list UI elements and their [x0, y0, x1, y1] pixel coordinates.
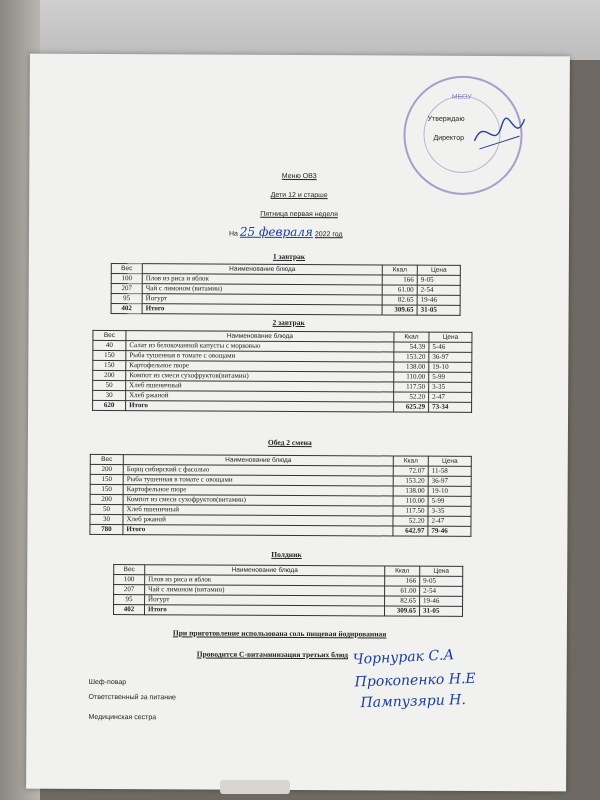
cell-weight: 200: [90, 464, 123, 474]
col-price: Цена: [420, 566, 463, 576]
vitamin-note: Проводится С-витаминизация третьих блюд: [196, 649, 349, 660]
cell-weight: 200: [90, 494, 123, 504]
cell-weight: 30: [93, 390, 126, 400]
total-price: 31-05: [417, 305, 460, 315]
menu-table-lunch: [89, 454, 471, 537]
cell-price: 36-97: [428, 476, 471, 486]
cell-price: 5-99: [429, 372, 472, 382]
cell-kcal: 153.20: [393, 476, 428, 486]
cell-name: Йогурт: [142, 294, 382, 305]
cell-weight: 150: [90, 474, 123, 484]
menu-table-breakfast-1: [111, 263, 461, 316]
cell-name: Чай с лимоном (витамин): [145, 585, 385, 596]
total-price: 73-34: [429, 402, 472, 412]
cell-kcal: 110.00: [393, 496, 428, 506]
col-kcal: Ккал: [385, 566, 420, 576]
cell-price: 2-47: [428, 516, 471, 526]
cell-price: 2-54: [420, 586, 463, 596]
cell-weight: 100: [114, 575, 145, 585]
cell-weight: 207: [111, 284, 142, 294]
date-handwritten: 25 февраля: [239, 224, 313, 240]
cell-weight: 150: [93, 350, 126, 360]
cell-weight: 95: [111, 294, 142, 304]
cell-weight: 100: [111, 274, 142, 284]
menu-table-breakfast-2: [92, 330, 472, 413]
date-prefix: На: [228, 230, 238, 238]
section-title-breakfast-2: 2 завтрак: [272, 317, 305, 328]
col-weight: Вес: [111, 264, 142, 274]
col-price: Цена: [429, 332, 472, 342]
cell-name: Хлеб пшеничный: [123, 505, 393, 516]
menu-table-snack: [113, 564, 463, 617]
cell-price: 3-35: [429, 382, 472, 392]
total-label: Итого: [142, 304, 382, 315]
col-kcal: Ккал: [393, 456, 428, 466]
signature-nurse: Пампузяри Н.: [360, 692, 467, 712]
cell-price: 19-10: [429, 362, 472, 372]
col-price: Цена: [428, 456, 471, 466]
total-kcal: 642.97: [393, 526, 428, 536]
cell-kcal: 82.65: [382, 295, 417, 305]
cell-weight: 50: [90, 504, 123, 514]
cell-name: Рыба тушенная в томате с овощами: [126, 351, 394, 362]
paper-clip-strip: [220, 780, 290, 794]
cell-name: Картофельное пюре: [123, 485, 393, 496]
day-label: Пятница первая неделя: [260, 210, 338, 219]
total-kcal: 625.29: [394, 402, 429, 412]
total-weight: 780: [90, 524, 123, 534]
col-weight: Вес: [114, 565, 145, 575]
section-title-breakfast-1: 1 завтрак: [272, 251, 306, 262]
cell-price: 5-46: [429, 342, 472, 352]
cell-name: Борщ сибирский с фасолью: [123, 465, 393, 476]
total-label: Итого: [126, 401, 394, 412]
cell-weight: 50: [93, 380, 126, 390]
cell-kcal: 138.00: [393, 486, 428, 496]
cell-name: Картофельное пюре: [126, 361, 394, 372]
cell-name: Йогурт: [145, 595, 385, 606]
role-chef: Шеф-повар: [88, 678, 127, 687]
cell-price: 11-58: [428, 466, 471, 476]
cell-price: 3-35: [428, 506, 471, 516]
col-name: Наименование блюда: [145, 565, 385, 576]
total-price: 31-05: [419, 606, 462, 616]
col-name: Наименование блюда: [123, 455, 393, 466]
date-suffix: 2022 год: [314, 231, 343, 239]
col-price: Цена: [417, 265, 460, 275]
total-kcal: 309.65: [384, 606, 419, 616]
col-name: Наименование блюда: [142, 264, 382, 275]
section-title-lunch: Обед 2 смена: [267, 437, 312, 448]
signature-nutrition: Прокопенко Н.Е: [354, 670, 476, 691]
cell-name: Чай с лимоном (витамин): [142, 284, 382, 295]
cell-price: 36-97: [429, 352, 472, 362]
cell-kcal: 52.20: [394, 392, 429, 402]
cell-price: 2-54: [417, 285, 460, 295]
total-label: Итого: [123, 525, 393, 536]
cell-weight: 95: [114, 595, 145, 605]
director-label: Директор: [433, 134, 465, 142]
cell-price: 9-05: [417, 275, 460, 285]
cell-name: Рыба тушенная в томате с овощами: [123, 475, 393, 486]
cell-kcal: 117.50: [393, 506, 428, 516]
cell-kcal: 72.07: [393, 466, 428, 476]
section-title-snack: Полдник: [271, 549, 302, 560]
role-nutrition: Ответственный за питание: [88, 693, 176, 702]
cell-kcal: 82.65: [385, 596, 420, 606]
total-price: 79-46: [428, 526, 471, 536]
col-name: Наименование блюда: [126, 331, 394, 342]
cell-kcal: 138.00: [394, 362, 429, 372]
cell-price: 5-99: [428, 496, 471, 506]
approve-label: Утверждаю: [427, 115, 465, 123]
director-signature: [469, 111, 529, 156]
col-weight: Вес: [93, 330, 126, 340]
cell-kcal: 117.50: [394, 382, 429, 392]
cell-kcal: 61.00: [385, 586, 420, 596]
cell-kcal: 110.00: [394, 372, 429, 382]
cell-kcal: 61.00: [382, 285, 417, 295]
menu-document-page: [26, 54, 570, 792]
signature-chef: Чорнурак С.А: [352, 647, 455, 668]
total-row: [111, 304, 460, 316]
cell-price: 2-47: [429, 392, 472, 402]
cell-kcal: 166: [385, 576, 420, 586]
cell-name: Хлеб ржаной: [123, 515, 393, 526]
cell-weight: 207: [114, 585, 145, 595]
cell-weight: 150: [90, 484, 123, 494]
col-weight: Вес: [90, 454, 123, 464]
cell-name: Хлеб пшеничный: [126, 381, 394, 392]
stamp-text: МБОУ: [451, 93, 472, 101]
total-weight: 402: [111, 304, 142, 314]
cell-name: Компот из смеси сухофруктов(витамин): [126, 371, 394, 382]
cell-name: Хлеб ржаной: [126, 391, 394, 402]
cell-kcal: 54.39: [394, 342, 429, 352]
total-row: [93, 400, 472, 412]
col-kcal: Ккал: [394, 332, 429, 342]
cell-price: 9-05: [420, 576, 463, 586]
cell-name: Салат из белокочанной капусты с морковью: [126, 341, 394, 352]
cell-weight: 30: [90, 514, 123, 524]
total-weight: 620: [93, 400, 126, 410]
cell-name: Плов из риса и яблок: [142, 274, 382, 285]
background-top: [0, 0, 600, 60]
total-weight: 402: [113, 605, 144, 615]
age-group: Дети 12 и старше: [270, 191, 328, 200]
cell-price: 19-10: [428, 486, 471, 496]
menu-title: Меню ОВЗ: [281, 172, 317, 181]
total-row: [113, 605, 462, 617]
cell-weight: 40: [93, 340, 126, 350]
role-nurse: Медицинская сестра: [88, 713, 157, 722]
cell-name: Плов из риса и яблок: [145, 575, 385, 586]
cell-name: Компот из смеси сухофруктов(витамин): [123, 495, 393, 506]
total-row: [90, 524, 471, 536]
cell-kcal: 52.20: [393, 516, 428, 526]
cell-weight: 200: [93, 370, 126, 380]
salt-note: При приготовление использована соль пищевая йодированная: [172, 628, 387, 639]
total-kcal: 309.65: [382, 305, 417, 315]
cell-kcal: 166: [382, 275, 417, 285]
cell-price: 19-46: [420, 596, 463, 606]
date-line: [229, 225, 343, 240]
col-kcal: Ккал: [382, 265, 417, 275]
total-label: Итого: [144, 605, 384, 616]
cell-weight: 150: [93, 360, 126, 370]
cell-kcal: 153.20: [394, 352, 429, 362]
cell-price: 19-46: [417, 295, 460, 305]
